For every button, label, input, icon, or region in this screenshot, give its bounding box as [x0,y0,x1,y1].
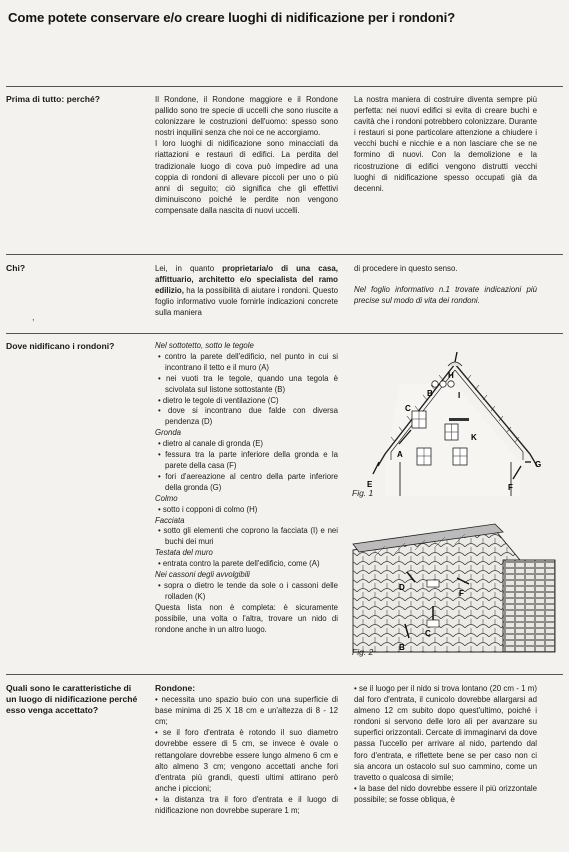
section-divider [6,674,563,675]
fig1-label: G [535,460,542,469]
figure-2-roof-detail-illustration [345,520,565,660]
perche-paragraph-2: I loro luoghi di nidificazione sono minacciati da riattazioni e restauri di edifici. La perdita del tradizionale luogo di cova può impedire ad una coppia di rondoni di allevare piccoli per uno o più anni di seguito; ciò significa che gli effettivi diminuiscono poiché le perdite non vengono compensate dalla nascita di nuovi uccelli. [155,139,338,215]
stray-mark: , [32,312,35,322]
requirement-item: • la base del nido dovrebbe essere il più orizzontale possibile; se fosse obliqua, è [354,783,537,804]
chi-column-2 [354,263,537,306]
fig1-label: H [448,371,454,380]
chi-paragraph-1: Lei, in quanto proprietaria/o di una casa, affittuario, architetto e/o specialista del ramo edilizio, ha la possibilità di aiutare i rondoni. Questo foglio informativo vuole fornirle indicazioni concrete sulla maniera [155,264,338,318]
list-item: • sotto i copponi di colmo (H) [155,505,338,516]
fig1-label: I [458,391,461,400]
chi-reference-note: Nel foglio informativo n.1 trovate indicazioni più precise sul modo di vita dei rondoni. [354,285,537,306]
fig2-label: C [425,629,431,638]
section-heading-caratteristiche: Quali sono le caratteristiche di un luogo di nidificazione perché esso venga accettato? [6,683,138,715]
list-subheading: Testata del muro [155,548,213,558]
list-note: Questa lista non è completa: è sicuramente possibile, una volta o l'altra, trovare un nido di rondone anche in un altro luogo. [155,602,338,634]
figure-2-caption: Fig. 2 [352,647,374,657]
requirements-column-2 [354,683,537,805]
list-item: • fori d'aereazione al centro della parte inferiore della gronda (G) [155,472,338,494]
fig1-label: K [471,433,477,442]
list-subheading: Facciata [155,515,185,525]
list-item: • nei vuoti tra le tegole, quando una tegola è scivolata sul listone sottostante (B) [155,374,338,396]
nest-locations-list [155,341,338,635]
requirement-item: • la distanza tra il foro d'entrata e il luogo di nidificazione non dovrebbe superare 1 m; [155,794,338,816]
chi-column-1 [155,263,338,318]
list-subheading: Gronda [155,428,182,438]
list-item: • dove si incontrano due falde con diversa pendenza (D) [155,406,338,428]
list-item: • entrata contro la parete dell'edificio, come (A) [155,559,338,570]
fig2-label: D [399,583,405,592]
list-item: • contro la parete dell'edificio, nel punto in cui si incontrano il tetto e il muro (A) [155,352,338,374]
list-subheading: Nei cassoni degli avvolgibili [155,570,250,580]
requirements-column-1 [155,683,338,816]
requirement-item: • se il foro d'entrata è rotondo il suo diametro dovrebbe essere di 5 cm, se invece è ovale o rettangolare dovrebbe essere lungo almeno 6 cm e alto almeno 3 cm; vengono accettati anche fori d'entrata più grandi, questi ultimi attirano però anche i piccioni; [155,728,338,793]
perche-paragraph-1: Il Rondone, il Rondone maggiore e il Rondone pallido sono tre specie di uccelli che sono riuscite a colonizzare le costruzioni dell'uomo: spesso sono nostri inquilini senza che noi ce ne accorgiamo. [155,95,338,138]
perche-column-1 [155,94,338,216]
perche-paragraph-3: La nostra maniera di costruire diventa sempre più perfetta: nei nuovi edifici si evita di creare buchi e cavità che i rondoni potrebbero colonizzare. Durante i restauri si pone particolare attenzione a chiudere i vecchi buchi e nicchie e a non lasciare che se ne formino di nuovi. Con la demolizione e la ricostruzione di edifici vengono distrutti vecchi luoghi di nidificazione spesso occupati già da decenni. [354,95,537,193]
fig1-label: B [427,389,433,398]
list-item: • dietro le tegole di ventilazione (C) [155,396,338,407]
section-heading-chi: Chi? [6,263,26,273]
perche-column-2 [354,94,537,194]
chi-target-audience: proprietaria/o di una casa, affittuario, architetto e/o specialista del ramo edilizio, [155,264,338,296]
list-item: • dietro al canale di gronda (E) [155,439,338,450]
page-title: Come potete conservare e/o creare luoghi di nidificazione per i rondoni? [8,10,456,25]
fig1-label: E [367,480,373,489]
fig1-label: A [397,450,403,459]
requirement-item: • se il luogo per il nido si trova lontano (20 cm - 1 m) dal foro d'entrata, il cunicolo dovrebbe allargarsi ad almeno 12 cm subito dopo quest'ultimo, poiché i rondoni si servono delle loro ali per avanzare su superfici orizzontali. Cercate di immaginarvi da dove passa l'uccello per arrivare al nido, partendo dal foro d'entrata, e riflettete bene se per caso non ci sia ancora un ostacolo sul suo cammino, come un travetto o qualcosa di simile; [354,684,537,782]
section-divider [6,86,563,87]
requirements-species-title: Rondone: [155,683,196,693]
section-divider [6,254,563,255]
figure-1-house-illustration [345,344,565,499]
chi-paragraph-2: di procedere in questo senso. [354,264,458,273]
fig2-label: B [399,643,405,652]
figure-1-caption: Fig. 1 [352,488,374,498]
fig1-label: F [508,483,513,492]
requirement-item: • necessita uno spazio buio con una superficie di base minima di 25 X 18 cm e un'altezza di 8 - 12 cm; [155,695,338,727]
section-heading-perche: Prima di tutto: perché? [6,94,101,104]
list-item: • sopra o dietro le tende da sole o i cassoni delle rolladen (K) [155,581,338,603]
list-item: • fessura tra la parte inferiore della gronda e la parete della casa (F) [155,450,338,472]
fig2-label: F [459,589,464,598]
section-divider [6,333,563,334]
list-item: • sotto gli elementi che coprono la facciata (I) e nei buchi dei muri [155,526,338,548]
list-subheading: Nel sottotetto, sotto le tegole [155,341,254,350]
list-subheading: Colmo [155,493,178,503]
fig1-label: C [405,404,411,413]
section-heading-dove: Dove nidificano i rondoni? [6,341,115,351]
